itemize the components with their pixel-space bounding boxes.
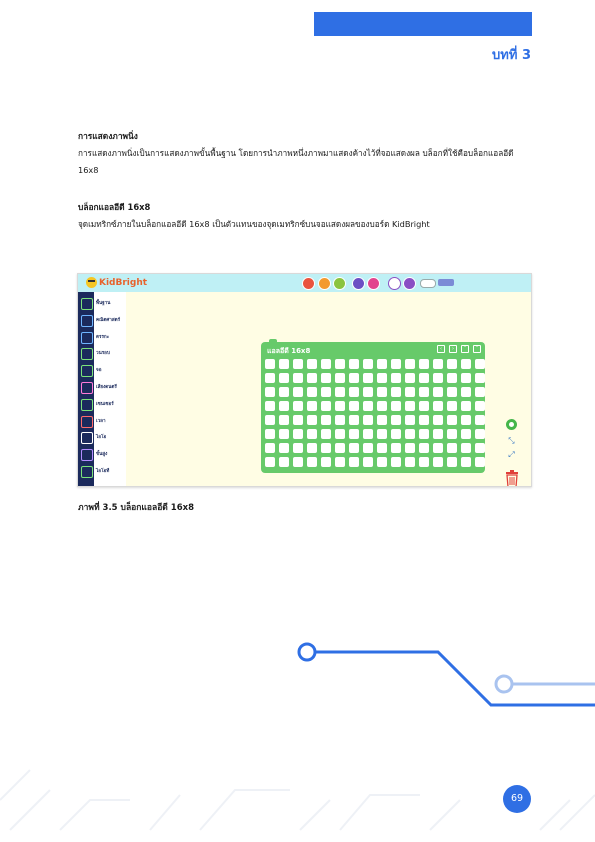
category-item-8[interactable]: เวลา: [96, 418, 106, 424]
section-heading: บล็อกแอลอีดี 16x8: [78, 202, 151, 212]
category-item-1[interactable]: พื้นฐาน: [96, 301, 111, 306]
category-item-3[interactable]: ตรรกะ: [96, 334, 110, 340]
category-item-9[interactable]: ไอโอ: [96, 435, 107, 441]
zoom-out-icon[interactable]: ⤢: [508, 450, 515, 459]
page-number-badge: 69: [503, 785, 531, 813]
category-item-5[interactable]: จอ: [96, 368, 102, 374]
category-item-6[interactable]: เสียงดนตรี: [96, 385, 117, 390]
zoom-in-icon[interactable]: ⤡: [508, 436, 515, 445]
category-item-7[interactable]: เซนเซอร์: [96, 401, 114, 407]
category-item-10[interactable]: ขั้นสูง: [96, 452, 108, 458]
shift-left-icon[interactable]: ‹: [437, 345, 445, 353]
figure-caption: ภาพที่ 3.5 บล็อกแอลอีดี 16x8: [78, 503, 195, 513]
section-heading: การแสดงภาพนิ่ง: [78, 131, 138, 141]
section-body: การแสดงภาพนิ่งเป็นการแสดงภาพขั้นพื้นฐาน โดยการนำภาพหนึ่งภาพมาแสดงค้างไว้ที่จอแสดงผล บล็อกที่ใช้คือบล็อกแอลอีดี 16x8: [78, 148, 514, 175]
section-body: จุดเมทริกซ์ภายในบล็อกแอลอีดี 16x8 เป็นตัวแทนของจุดเมทริกซ์บนจอแสดงผลของบอร์ด KidBright: [78, 219, 430, 229]
chapter-label: บทที่ 3: [492, 48, 531, 63]
led-block-title: แอลอีดี 16x8: [267, 347, 311, 355]
shift-down-icon[interactable]: ˅: [473, 345, 481, 353]
category-item-2[interactable]: คณิตศาสตร์: [96, 317, 121, 323]
category-item-4[interactable]: วนรอบ: [96, 351, 110, 357]
logo-text: KidBright: [99, 277, 148, 288]
shift-up-icon[interactable]: ˄: [461, 345, 469, 353]
category-item-11[interactable]: ไอโอที: [96, 469, 110, 474]
shift-right-icon[interactable]: ›: [449, 345, 457, 353]
